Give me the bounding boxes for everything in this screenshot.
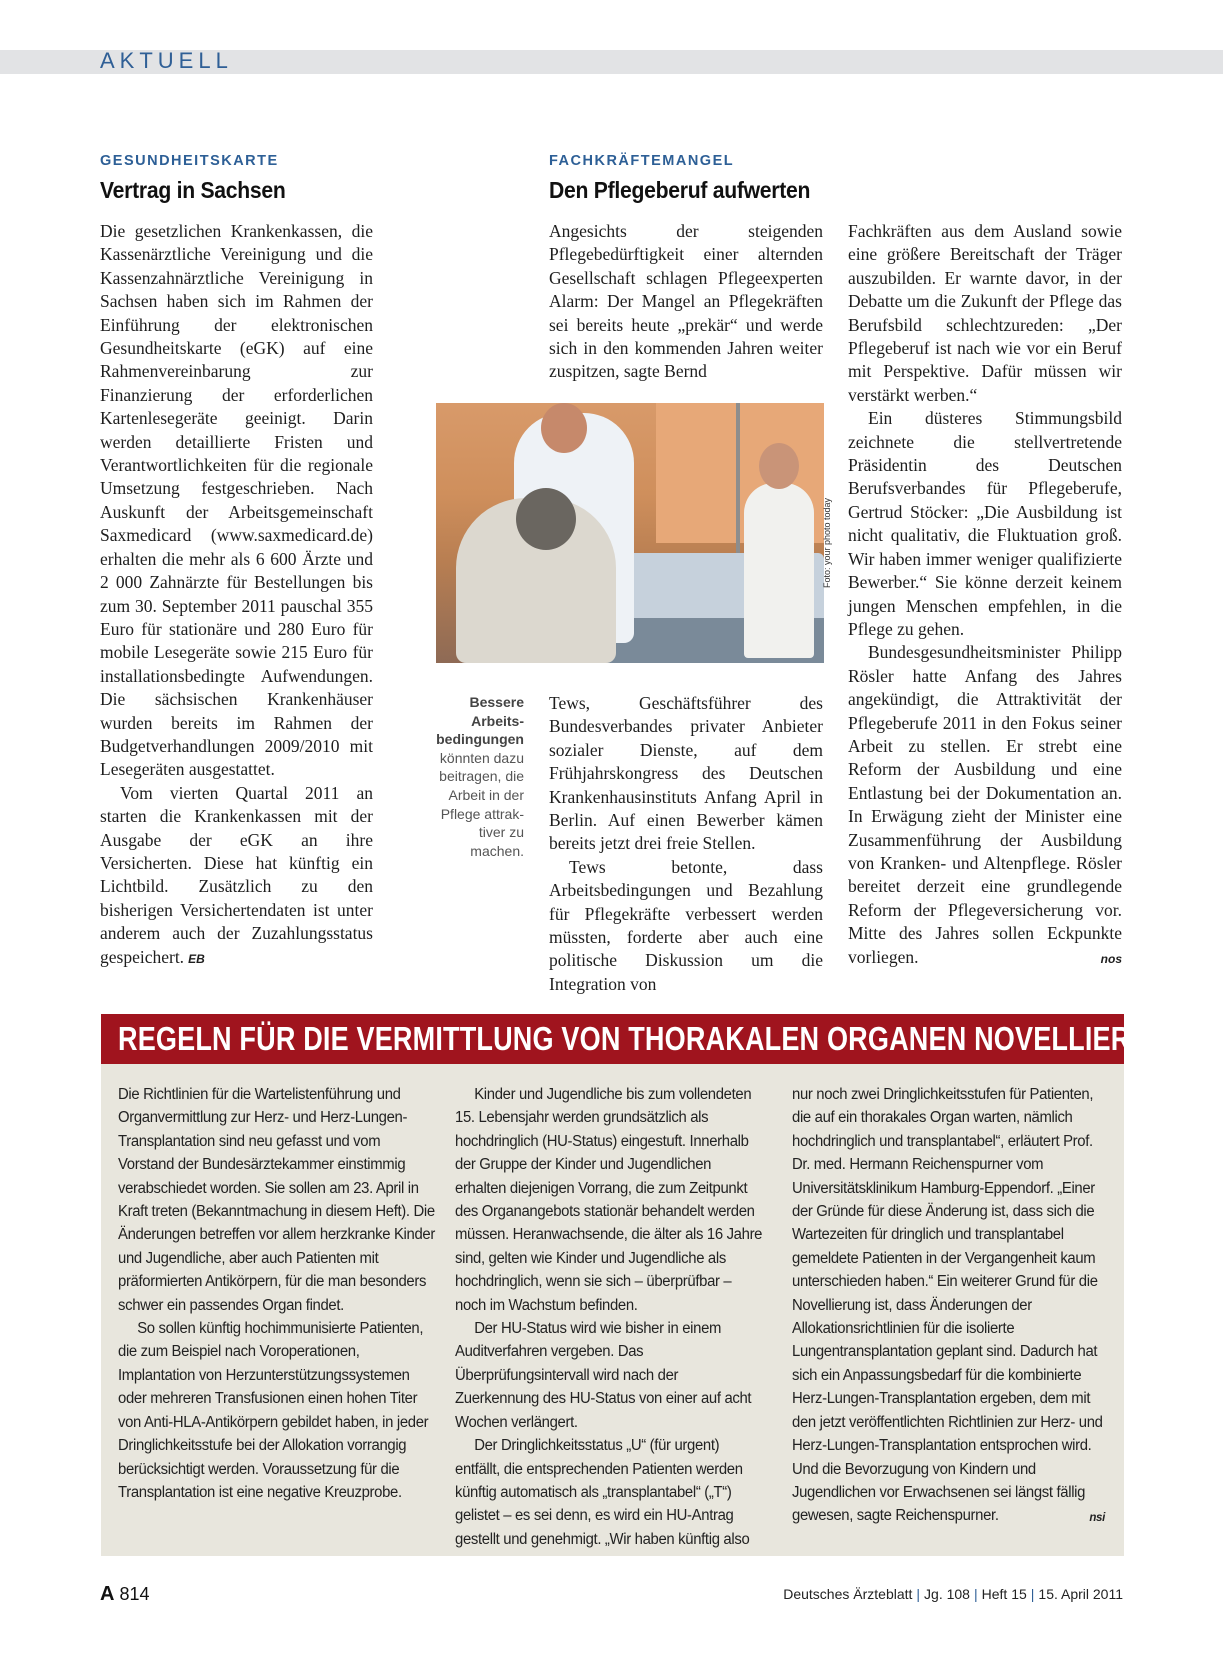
article1-paragraph: Vom vierten Quartal 2011 an starten die Krankenkassen mit der Ausgabe der eGK an ihre Versicherten. Diese hat künftig ein Lichtbild. Zusätzlich zu den bisherigen Versichertendaten ist unter anderem auch der Zuzahlungsstatus gespeichert. EB (100, 782, 373, 967)
article2-title: Den Pflegeberuf aufwerten (549, 177, 811, 203)
article2-col1-bottom (549, 692, 823, 996)
info-box-col3 (792, 1083, 1106, 1530)
article2-paragraph: Tews betonte, dass Arbeitsbedingungen und Bezahlung für Pflegekräfte verbessert werden müssten, forderte aber auch eine politische Diskussion um die Integration von (549, 856, 823, 994)
journal-volume: Jg. 108 (924, 1586, 970, 1602)
info-box-title: REGELN FÜR DIE VERMITTLUNG VON THORAKALEN ORGANEN NOVELLIERT (118, 1020, 1148, 1057)
article2-paragraph: Ein düsteres Stimmungsbild zeichnete die stellvertretende Präsidentin des Deutschen Berufsverbandes für Pflegeberufe, Gertrud Stöcker: „Die Ausbildung ist nicht qualitativ, die Fluktuation groß. Wir haben immer weniger qualifizierte Bewerber.“ Sie könne derzeit keinem jungen Menschen empfehlen, in die Pflege zu gehen. (848, 408, 1122, 639)
article2-col2 (848, 220, 1122, 971)
info-box-col1 (118, 1083, 440, 1504)
caption-bold: Bessere Arbeitsbedingungen (436, 694, 524, 748)
caption-text: könnten dazu beitragen, die Arbeit in der Pflege attraktiver zu machen. (439, 749, 524, 859)
box-paragraph: Der HU-Status wird wie bisher in einem Auditverfahren vergeben. Das Überprüfungsintervall wird nach der Zuerkennung des HU-Status von einer auf acht Wochen verlängert. (455, 1320, 752, 1431)
article1-paragraph: Die gesetzlichen Krankenkassen, die Kassenärztliche Vereinigung und die Kassenzahnärztliche Vereinigung in Sachsen haben sich im Rahmen der Einführung der elektronischen Gesundheitskarte (eGK) auf eine Rahmenvereinbarung zur Finanzierung der erforderlichen Kartenlesegeräte geeinigt. Darin werden detaillierte Fristen und Verantwortlichkeiten für die regionale Umsetzung festgeschrieben. Nach Auskunft der Arbeitsgemeinschaft Saxmedicard (www.saxmedicard.de) erhalten die mehr als 6 600 Ärzte und 2 000 Zahnärzte für Bestellungen bis zum 30. September 2011 pauschal 355 Euro für stationäre und 280 Euro für mobile Lesegeräte sowie 215 Euro für installationsbedingte Aufwendungen. Die sächsischen Krankenhäuser wurden bereits im Rahmen der Budgetverhandlungen 2009/2010 mit Lesegeräten ausgestattet. (100, 221, 373, 780)
journal-date: 15. April 2011 (1038, 1586, 1123, 1602)
journal-info: Deutsches Ärzteblatt | Jg. 108 | Heft 15 | 15. April 2011 (783, 1586, 1123, 1602)
article2-paragraph: Tews, Geschäftsführer des Bundesverbandes privater Anbieter sozialer Dienste, auf dem Frühjahrskongress des Deutschen Krankenhausinstituts Anfang April in Berlin. Auf einen Bewerber kämen bereits jetzt drei freie Stellen. (549, 693, 823, 854)
page-number: A 814 (100, 1583, 150, 1605)
article2-paragraph: Bundesgesundheitsminister Philipp Rösler hatte Anfang des Jahres angekündigt, die Attraktivität der Pflegeberufe 2011 in den Fokus seiner Arbeit zu stellen. Er strebt eine Reform der Ausbildung und eine Entlastung bei der Dokumentation an. In Erwägung zieht der Minister eine Zusammenführung der Ausbildung von Kranken- und Altenpflege. Rösler bereitet derzeit eine grundlegende Reform der Pflegeversicherung vor. Mitte des Jahres sollen Eckpunkte vorliegen. nos (848, 641, 1122, 969)
section-label: AKTUELL (100, 48, 233, 73)
box-paragraph: nur noch zwei Dringlichkeitsstufen für Patienten, die auf ein thorakales Organ warten, nämlich hochdringlich und transplantabel“, erläutert Prof. Dr. med. Hermann Reichenspurner vom Universitätsklinikum Hamburg-Eppendorf. „Einer der Gründe für diese Änderung ist, dass sich die Wartezeiten für dringlich und transplantabel gemeldete Patienten in der Vergangenheit kaum unterschieden haben.“ Ein weiterer Grund für die Novellierung ist, dass Änderungen der Allokationsrichtlinien für die isolierte Lungentransplantation geplant sind. Dadurch hat sich ein Anpassungsbedarf für die kombinierte Herz-Lungen-Transplantation ergeben, dem mit den jetzt veröffentlichten Richtlinien zur Herz- und Herz-Lungen-Transplantation entsprochen wird. Und die Bevorzugung von Kindern und Jugendlichen vor Erwachsenen sei längst fällig gewesen, sagte Reichenspurner. nsi (792, 1083, 1105, 1528)
article2-signature: nos (1100, 951, 1122, 966)
box-signature: nsi (1089, 1510, 1105, 1525)
article1-signature: EB (188, 951, 205, 966)
article2-col1-top (549, 220, 823, 384)
box-paragraph: Die Richtlinien für die Wartelistenführung und Organvermittlung zur Herz- und Herz-Lungen-Transplantation sind neu gefasst und vom Vorstand der Bundesärztekammer einstimmig verabschiedet worden. Sie sollen am 23. April in Kraft treten (Bekanntmachung in diesem Heft). Die Änderungen betreffen vor allem herzkranke Kinder und Jugendliche, aber auch Patienten mit präformierten Antikörpern, für die man besonders schwer ein passendes Organ findet. (118, 1086, 435, 1314)
box-paragraph: Der Dringlichkeitsstatus „U“ (für urgent) entfällt, die entsprechenden Patienten werden künftig automatisch als „transplantabel“ („T“) gelistet – es sei denn, es wird ein HU-Antrag gestellt und genehmigt. „Wir haben künftig also (455, 1437, 750, 1548)
article1-kicker: GESUNDHEITSKARTE (100, 153, 279, 169)
journal-issue: Heft 15 (981, 1586, 1027, 1602)
article1-body (100, 220, 373, 971)
journal-name: Deutsches Ärzteblatt (783, 1586, 913, 1602)
article2-paragraph: Angesichts der steigenden Pflegebedürftigkeit einer alternden Gesellschaft schlagen Pflegeexperten Alarm: Der Mangel an Pflegekräften sei bereits heute „prekär“ und werde sich in den kommenden Jahren weiter zuspitzen, sagte Bernd (549, 221, 823, 382)
info-box-col2 (455, 1083, 765, 1551)
box-paragraph: So sollen künftig hochimmunisierte Patienten, die zum Beispiel nach Voroperationen, Implantation von Herzunterstützungssystemen oder mehreren Transfusionen einen hohen Titer von Anti-HLA-Antikörpern gebildet haben, in jeder Dringlichkeitsstufe bei der Allokation vorrangig berücksichtigt werden. Voraussetzung für die Transplantation ist eine negative Kreuzprobe. (118, 1320, 429, 1501)
article2-kicker: FACHKRÄFTEMANGEL (549, 153, 735, 169)
article2-paragraph: Fachkräften aus dem Ausland sowie eine größere Bereitschaft der Träger auszubilden. Er warnte davor, in der Debatte um die Zukunft der Pflege das Berufsbild schlechtzureden: „Der Pflegeberuf ist nach wie vor ein Beruf mit Perspektive. Dafür müssen wir verstärkt werben.“ (848, 221, 1122, 405)
article1-title: Vertrag in Sachsen (100, 177, 286, 203)
nursing-photo (436, 403, 824, 663)
photo-credit: Foto: your photo today (822, 497, 832, 588)
photo-caption (424, 693, 524, 860)
box-paragraph: Kinder und Jugendliche bis zum vollendeten 15. Lebensjahr werden grundsätzlich als hochdringlich (HU-Status) eingestuft. Innerhalb der Gruppe der Kinder und Jugendlichen erhalten diejenigen Vorrang, die zum Zeitpunkt des Organangebots stationär behandelt werden müssen. Heranwachsende, die älter als 16 Jahre sind, gelten wie Kinder und Jugendliche als hochdringlich, wenn sie sich – überprüfbar – noch im Wachstum befinden. (455, 1086, 763, 1314)
